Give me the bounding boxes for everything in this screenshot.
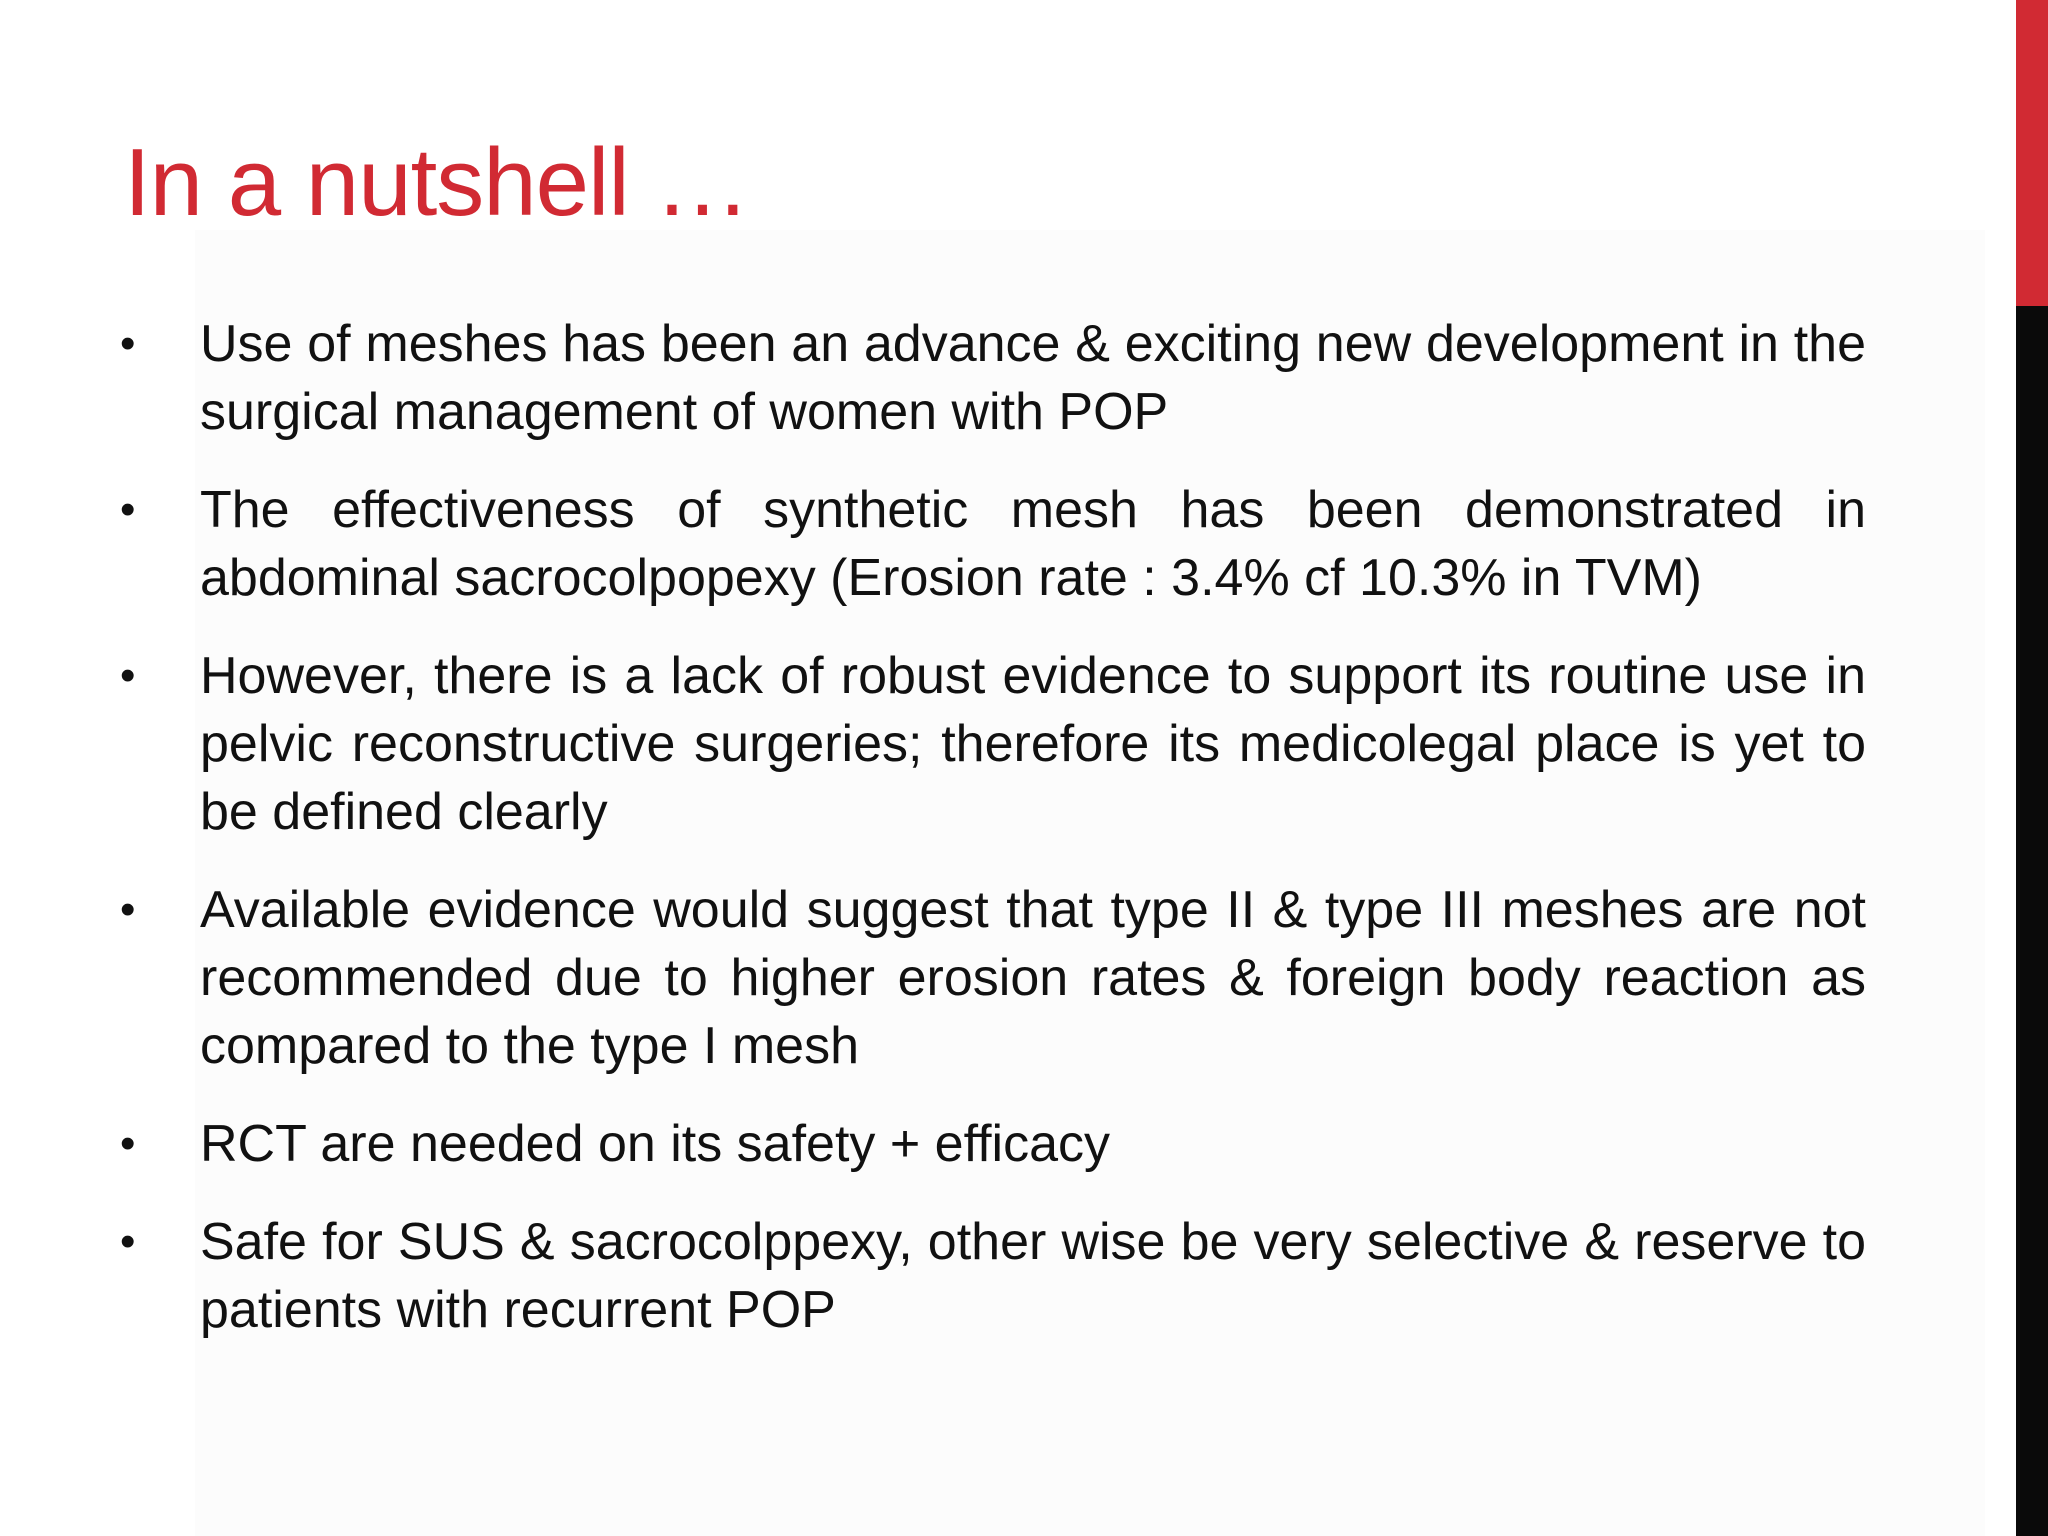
bullet-item [120, 310, 1866, 446]
bullet-item [120, 876, 1866, 1080]
bullet-text: RCT are needed on its safety + efficacy [200, 1115, 1111, 1173]
bullet-text: The effectiveness of synthetic mesh has been demonstrated in abdominal sacrocolpopexy (Erosion rate : 3.4% cf 10.3% in TVM) [200, 481, 1866, 607]
bullet-dot-icon: • [120, 885, 136, 934]
bullet-text: Use of meshes has been an advance & exciting new development in the surgical management of women with POP [200, 315, 1866, 441]
bullet-dot-icon: • [120, 319, 136, 368]
bullet-text: However, there is a lack of robust evidence to support its routine use in pelvic reconstructive surgeries; therefore its medicolegal place is yet to be defined clearly [200, 647, 1866, 841]
bullet-dot-icon: • [120, 651, 136, 700]
accent-bar-red [2016, 0, 2048, 306]
bullet-list [120, 310, 1866, 1374]
bullet-text: Safe for SUS & sacrocolppexy, other wise be very selective & reserve to patients with recurrent POP [200, 1213, 1866, 1339]
bullet-dot-icon: • [120, 1217, 136, 1266]
accent-bar-black [2016, 306, 2048, 1536]
bullet-dot-icon: • [120, 485, 136, 534]
bullet-item [120, 642, 1866, 846]
bullet-text: Available evidence would suggest that type II & type III meshes are not recommended due to higher erosion rates & foreign body reaction as compared to the type I mesh [200, 881, 1866, 1075]
bullet-item [120, 1110, 1866, 1178]
slide-title: In a nutshell … [124, 129, 750, 236]
bullet-dot-icon: • [120, 1119, 136, 1168]
bullet-item [120, 476, 1866, 612]
bullet-item [120, 1208, 1866, 1344]
